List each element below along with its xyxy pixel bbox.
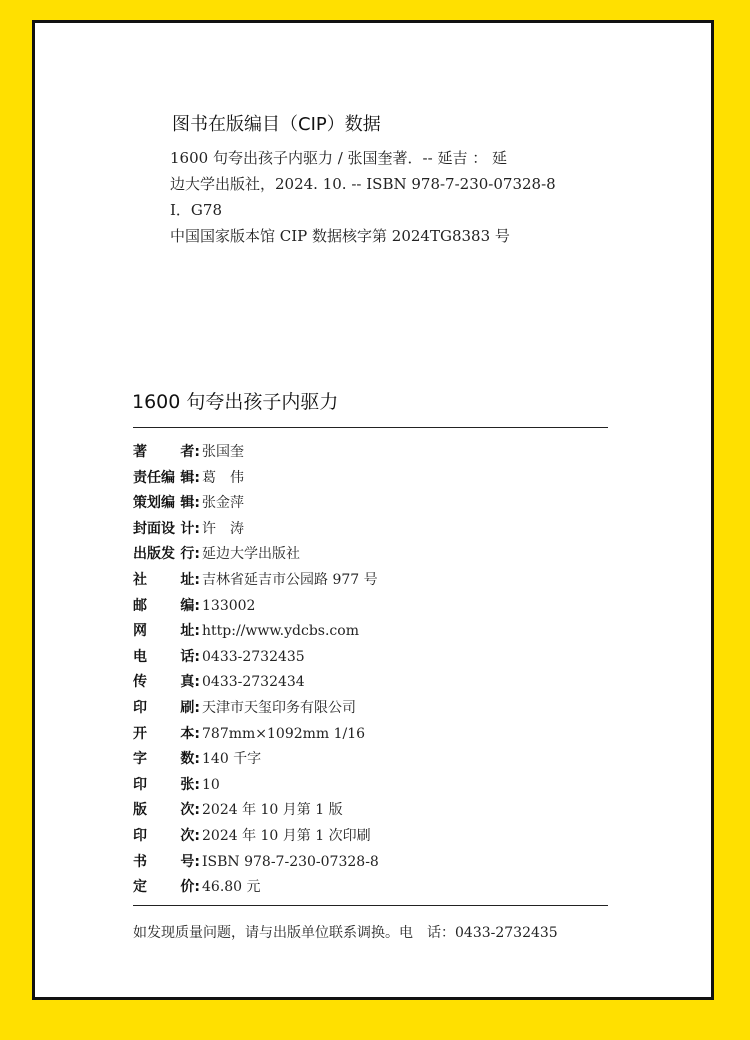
info-label: 策划编: [133, 495, 175, 512]
info-value: ISBN 978-7-230-07328-8: [202, 853, 379, 870]
info-row-price: [133, 876, 379, 902]
info-label: 辑 :: [180, 467, 200, 487]
copyright-page: [32, 20, 714, 1000]
info-label: 本 :: [180, 723, 200, 743]
cip-line-publisher: 边大学出版社，2024. 10. -- ISBN 978-7-230-07328-8: [170, 175, 556, 193]
info-value: 葛 伟: [202, 469, 244, 486]
info-label: 封面设: [133, 520, 175, 537]
info-label: 次 :: [180, 799, 200, 819]
info-label: 号 :: [180, 851, 200, 871]
book-title: 1600 句夸出孩子内驱力: [132, 391, 339, 413]
info-value: 2024 年 10 月第 1 次印刷: [202, 827, 371, 844]
info-label: 印: [133, 699, 147, 716]
publication-info-list: [133, 441, 379, 902]
info-value: 46.80 元: [202, 879, 261, 896]
info-row-printing: [133, 825, 379, 851]
info-value: 张国奎: [202, 444, 244, 460]
info-row-isbn: [133, 851, 379, 877]
info-row-edition: [133, 799, 379, 825]
footer-divider: [133, 905, 608, 906]
info-row-printed-sheets: [133, 774, 379, 800]
info-value: 0433-2732434: [202, 674, 305, 691]
info-label: 字: [133, 751, 147, 768]
info-label: 辑 :: [180, 492, 200, 512]
info-value: 2024 年 10 月第 1 版: [202, 802, 343, 819]
info-label: 定: [133, 879, 147, 896]
cip-heading: 图书在版编目（CIP）数据: [172, 114, 381, 135]
info-label: 者 :: [180, 441, 200, 461]
info-value: 吉林省延吉市公园路 977 号: [202, 571, 378, 588]
info-label: 计 :: [180, 518, 200, 538]
info-row-format: [133, 723, 379, 749]
info-row-address: [133, 569, 379, 595]
info-label: 印: [133, 776, 147, 793]
info-row-printer: [133, 697, 379, 723]
info-label: 电: [133, 648, 147, 665]
info-value: 天津市天玺印务有限公司: [202, 699, 356, 716]
info-row-publisher: [133, 543, 379, 569]
info-label: 次 :: [180, 825, 200, 845]
info-row-phone: [133, 646, 379, 672]
info-label: 数 :: [180, 748, 200, 768]
info-label: 书: [133, 853, 147, 870]
cip-line-classification: Ⅰ．G78: [170, 201, 222, 219]
info-label: 张 :: [180, 774, 200, 794]
info-label: 行 :: [180, 543, 200, 563]
info-row-planning-editor: [133, 492, 379, 518]
info-label: 真 :: [180, 671, 200, 691]
info-label: 传: [133, 674, 147, 691]
info-value: 延边大学出版社: [202, 546, 300, 563]
website-link[interactable]: http://www.ydcbs.com: [202, 623, 359, 640]
footer-note: 如发现质量问题，请与出版单位联系调换。电 话：0433-2732435: [133, 925, 558, 941]
info-row-fax: [133, 671, 379, 697]
info-label: 开: [133, 725, 147, 742]
info-row-word-count: [133, 748, 379, 774]
info-value: 张金萍: [202, 495, 244, 512]
info-label: 话 :: [180, 646, 200, 666]
info-label: 社: [133, 571, 147, 588]
info-row-author: [133, 441, 379, 467]
info-label: 出版发: [133, 546, 175, 563]
info-label: 刷 :: [180, 697, 200, 717]
info-row-website: [133, 620, 379, 646]
info-value: 10: [202, 776, 220, 793]
info-value: 许 涛: [202, 520, 244, 537]
title-divider: [133, 427, 608, 428]
cip-line-title: 1600 句夸出孩子内驱力 / 张国奎著．-- 延吉 ： 延: [170, 149, 507, 167]
info-label: 邮: [133, 597, 147, 614]
info-label: 址 :: [180, 620, 200, 640]
info-value: 0433-2732435: [202, 648, 305, 665]
info-label: 印: [133, 827, 147, 844]
info-row-postcode: [133, 595, 379, 621]
info-label: 编 :: [180, 595, 200, 615]
info-label: 版: [133, 802, 147, 819]
info-value: 133002: [202, 597, 256, 614]
cip-line-record-number: 中国国家版本馆 CIP 数据核字第 2024TG8383 号: [170, 227, 510, 245]
info-row-cover-design: [133, 518, 379, 544]
info-label: 著: [133, 444, 147, 460]
info-row-responsible-editor: [133, 467, 379, 493]
info-value: 787mm×1092mm 1/16: [202, 725, 366, 742]
info-label: 网: [133, 623, 147, 640]
info-label: 责任编: [133, 469, 175, 486]
info-label: 址 :: [180, 569, 200, 589]
info-value: 140 千字: [202, 751, 262, 768]
info-label: 价 :: [180, 876, 200, 896]
